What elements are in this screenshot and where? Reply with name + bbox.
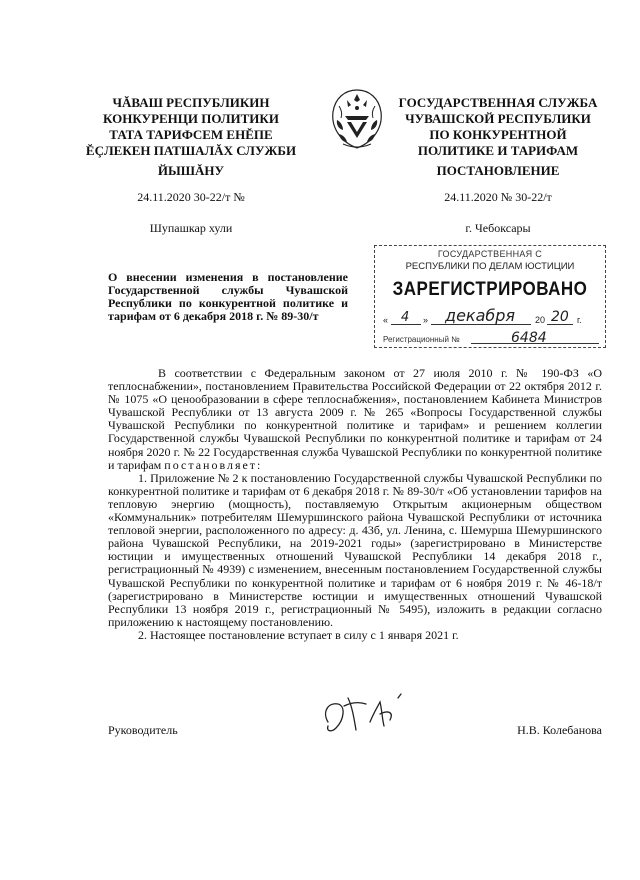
doc-kind-right: ПОСТАНОВЛЕНИЕ <box>436 163 560 178</box>
header-right-line-4: ПОЛИТИКЕ И ТАРИФАМ <box>417 143 579 158</box>
stamp-quote-close: » <box>423 315 429 325</box>
city-left: Шупашкар хули <box>149 221 233 235</box>
body-item-2: 2. Настоящее постановление вступает в силу с 1 января 2021 г. <box>138 627 459 642</box>
stamp-day: 4 <box>401 310 410 325</box>
stamp-reg-number: 6484 <box>511 330 547 346</box>
header-left-line-3: ТАТА ТАРИФСЕМ ЕНĔПЕ <box>109 127 273 142</box>
stamp-reg-number-row <box>383 330 599 346</box>
document-subject: О внесении изменения в постановление Государственной службы Чувашской Республики по конкурентной политике и тарифам от 6 декабря 2018 г. № 89-30/т <box>108 270 348 323</box>
registration-stamp <box>374 245 606 348</box>
doc-kind-left: ЙЫШĂНУ <box>157 163 225 178</box>
body-intro-text: В соответствии с Федеральным законом от 27 июля 2010 г. № 190-ФЗ «О теплоснабжении», постановлением Правительства Российской Федерации от 22 октября 2012 г. № 1075 «О ценообразовании в сфере теплоснабжения», постановлением Кабинета Министров Чувашской Республики от 13 августа 2009 г. № 265 «Вопросы Государственной службы Чувашской Республики по конкурентной политике и тарифам» и решением коллегии Государственной службы Чувашской Республики по конкурентной политике и тарифам от 24 ноября 2020 г. № 22 Государственная служба Чувашской Республики по конкурентной политике и тарифам <box>108 366 602 472</box>
stamp-date <box>383 306 599 327</box>
stamp-year-suffix: г. <box>577 315 582 325</box>
handwritten-signature-icon <box>318 692 413 736</box>
document-body <box>108 367 602 642</box>
stamp-quote-open: « <box>383 315 389 325</box>
stamp-line-2: РЕСПУБЛИКИ ПО ДЕЛАМ ЮСТИЦИИ <box>405 261 575 272</box>
header-left-authority <box>66 95 316 159</box>
stamp-year-prefix: 20 <box>535 315 546 325</box>
stamp-year: 20 <box>551 309 569 325</box>
header-right-line-1: ГОСУДАРСТВЕННАЯ СЛУЖБА <box>398 95 598 110</box>
signature-title: Руководитель <box>108 723 178 737</box>
stamp-line-1: ГОСУДАРСТВЕННАЯ С <box>437 249 543 259</box>
header-right-line-3: ПО КОНКУРЕНТНОЙ <box>429 127 567 142</box>
header-left-line-2: КОНКУРЕНЦИ ПОЛИТИКИ <box>103 111 279 126</box>
header-left-line-4: ĔÇЛЕКЕН ПАТШАЛĂХ СЛУЖБИ <box>85 143 297 158</box>
date-number-left: 24.11.2020 30-22/т № <box>137 190 245 204</box>
header-left-line-1: ЧĂВАШ РЕСПУБЛИКИН <box>112 95 270 110</box>
header-right-line-2: ЧУВАШСКОЙ РЕСПУБЛИКИ <box>405 111 591 126</box>
body-decree-word: постановляет: <box>164 457 263 472</box>
body-item-1: 1. Приложение № 2 к постановлению Государственной службы Чувашской Республики по конкурентной политике и тарифам от 6 декабря 2018 г. № 89-30/т «Об установлении тарифов на тепловую энергию (мощность), поставляемую Открытым акционерным обществом «Коммунальник» потребителям Шемуршинского района Чувашской Республики от источника тепловой энергии, расположенного по адресу: д. 43б, ул. Ленина, с. Шемурша Шемуршинского района Чувашской Республики, на 2019-2021 годы» (зарегистрировано в Министерстве юстиции и имущественных отношений Чувашской Республики 14 декабря 2018 г., регистрационный № 4939) с изменением, внесенным постановлением Государственной службы Чувашской Республики по конкурентной политике и тарифам от 6 ноября 2019 г. № 46-18/т (зарегистрировано в Министерстве юстиции и имущественных отношений Чувашской Республики 13 ноября 2019 г., регистрационный № 5495), изложить в редакции согласно приложению к настоящему постановлению. <box>108 470 602 629</box>
city-right: г. Чебоксары <box>465 221 531 235</box>
header-right-authority <box>392 95 604 159</box>
signatory-name: Н.В. Колебанова <box>517 723 602 737</box>
date-number-right: 24.11.2020 № 30-22/т <box>444 190 552 204</box>
stamp-registered: ЗАРЕГИСТРИРОВАНО <box>392 277 588 300</box>
chuvash-emblem-icon <box>325 86 389 152</box>
stamp-reg-label: Регистрационный № <box>383 335 460 344</box>
stamp-month: декабря <box>445 306 516 325</box>
body-intro <box>108 367 602 472</box>
